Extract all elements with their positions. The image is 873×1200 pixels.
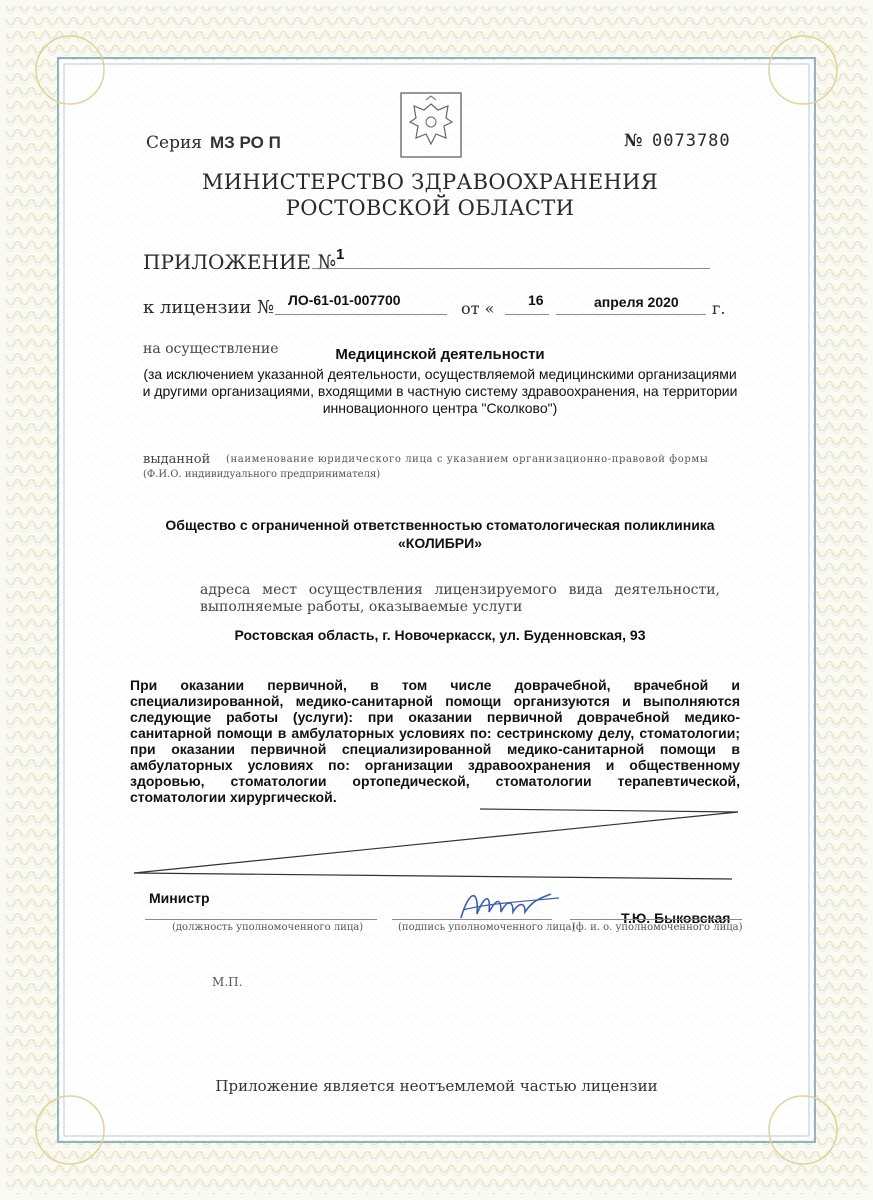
appendix-label: ПРИЛОЖЕНИЕ № <box>143 250 337 274</box>
number-sign: № <box>624 131 643 151</box>
series-label: Серия <box>146 133 203 153</box>
signer-position: Министр <box>149 890 210 906</box>
appendix-number: 1 <box>336 246 345 263</box>
services-text: При оказании первичной, в том числе доврачебной, врачебной и специализированной, медико-санитарной помощи организуются и выполняются следующие работы (услуги): при оказании первичной доврачебной медико-санитарной помощи в амбулаторных условиях по: сестринскому делу, стоматологии; при оказании первичной специализированной медико-санитарной помощи в амбулаторных условиях по: организации здравоохранения и общественному здоровью, стоматологии ортопедической, стоматологии терапевтической, стоматологии хирургической. <box>130 677 740 805</box>
license-day: 16 <box>528 292 544 308</box>
signer-name-hint: (ф. и. о. уполномоченного лица) <box>572 922 743 933</box>
issued-hint-line2: (Ф.И.О. индивидуального предпринимателя) <box>143 469 381 480</box>
blank-number: 0073780 <box>652 131 731 151</box>
issued-hint-line1: (наименование юридического лица с указанием организационно-правовой формы <box>226 454 709 465</box>
license-label: к лицензии № <box>143 297 275 318</box>
ministry-title-line2: РОСТОВСКОЙ ОБЛАСТИ <box>285 196 575 220</box>
signature-hint: (подпись уполномоченного лица) <box>398 922 576 933</box>
address-value: Ростовская область, г. Новочеркасск, ул. Буденновская, 93 <box>234 627 646 643</box>
organization-name: Общество с ограниченной ответственностью стоматологическая поликлиника «КОЛИБРИ» <box>165 517 715 551</box>
issued-label: выданной <box>143 452 211 467</box>
license-month-year: апреля 2020 <box>594 294 679 310</box>
address-label: адреса мест осуществления лицензируемого вида деятельности, выполняемые работы, оказываемые услуги <box>200 582 720 615</box>
signer-position-hint: (должность уполномоченного лица) <box>172 922 364 933</box>
ministry-title-line1: МИНИСТЕРСТВО ЗДРАВООХРАНЕНИЯ <box>201 170 659 194</box>
activity-label: на осуществление <box>143 341 279 357</box>
license-number: ЛО-61-01-007700 <box>288 292 401 308</box>
activity-title: Медицинской деятельности <box>335 346 545 363</box>
footer-note: Приложение является неотъемлемой частью лицензии <box>215 1077 658 1095</box>
license-year-suffix: г. <box>712 299 726 318</box>
activity-details: (за исключением указанной деятельности, осуществляемой медицинскими организациями и другими организациями, входящими в частную систему здравоохранения, на территории инновационного центра "Сколково") <box>142 366 738 416</box>
signer-name: Т.Ю. Быковская <box>621 910 731 926</box>
stamp-place-label: М.П. <box>212 975 243 989</box>
series-value: МЗ РО П <box>210 133 281 152</box>
license-from-label: от « <box>461 299 495 318</box>
